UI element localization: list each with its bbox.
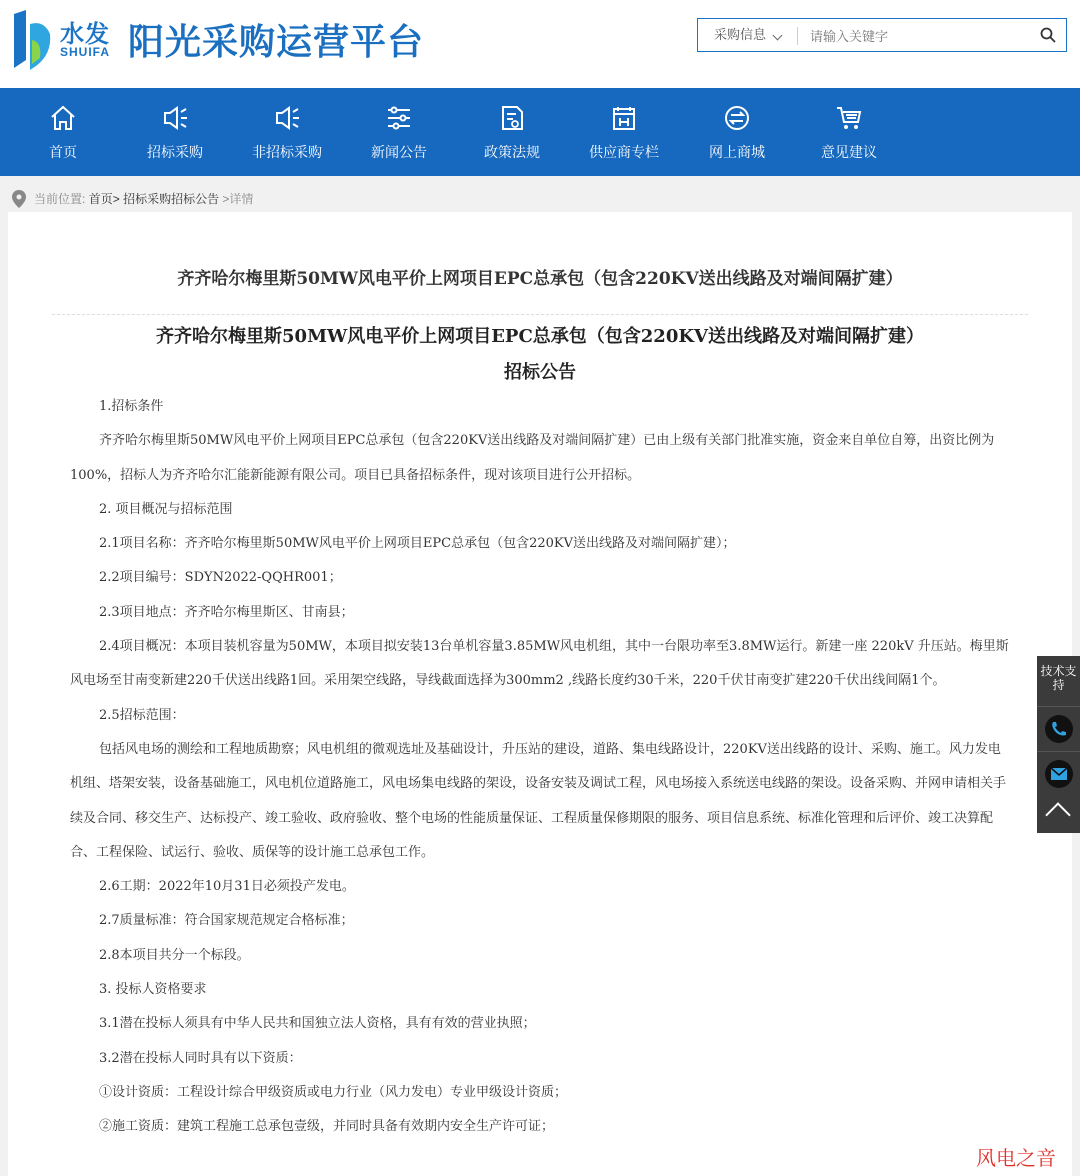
megaphone-icon (161, 104, 189, 132)
breadcrumb-section-link[interactable]: 招标采购招标公告 (123, 192, 220, 206)
brand-name-en: SHUIFA (60, 45, 111, 59)
paragraph: 包括风电场的测绘和工程地质勘察；风电机组的微观选址及基础设计，升压站的建设，道路、集电线路设计，220KV送出线路的设计、采购、施工。风力发电机组、塔架安装，设备基础施工，风电机位道路施工，风电场集电线路的架设，设备安装及调试工程，风电场接入系统送电线路的架设。设备采购、并网申请相关手续及合同、移交生产、达标投产、竣工验收、政府验收、整个电场的性能质量保证、工程质量保修期限的服务、项目信息系统、标准化管理和后评价、竣工决算配合、工程保险、试运行、验收、质保等的设计施工总承包工作。 (70, 741, 1007, 860)
top-header (0, 0, 1080, 88)
paragraph: 2.6工期：2022年10月31日必须投产发电。 (99, 879, 355, 895)
chevron-up-icon (1045, 802, 1070, 827)
phone-button[interactable] (1037, 706, 1080, 751)
nav-label: 非招标采购 (252, 144, 322, 160)
chevron-down-icon[interactable] (773, 31, 783, 41)
megaphone-icon (273, 104, 301, 132)
exchange-icon (723, 104, 751, 132)
paragraph: 2.8本项目共分一个标段。 (99, 947, 250, 963)
paragraph: 3. 投标人资格要求 (99, 982, 207, 998)
paragraph: ②施工资质：建筑工程施工总承包壹级，并同时具备有效期内安全生产许可证； (99, 1119, 555, 1135)
breadcrumb-text (34, 190, 253, 207)
nav-label: 新闻公告 (371, 144, 427, 160)
paragraph: 1.招标条件 (99, 399, 164, 414)
paragraph: 2.4项目概况：本项目装机容量为50MW，本项目拟安装13台单机容量3.85MW风电机组，其中一台限功率至3.8MW运行。新建一座 220kV 升压站。梅里斯风电场至甘南变新建220千伏送出线路1回。采用架空线路，导线截面选择为300mm2 ,线路长度约30千米，220千伏甘南变扩建220千伏出线间隔1个。 (70, 639, 1009, 689)
search-input[interactable] (808, 22, 1012, 50)
location-pin-icon (12, 190, 26, 208)
paragraph: 2.1项目名称：齐齐哈尔梅里斯50MW风电平价上网项目EPC总承包（包含220KV送出线路及对端间隔扩建）； (99, 536, 736, 552)
search-bar (697, 18, 1067, 52)
tech-support-button[interactable]: 技术支持 (1040, 664, 1077, 692)
supplier-icon (610, 104, 638, 132)
breadcrumb-current: >详情 (222, 192, 254, 206)
main-nav (0, 88, 1080, 176)
paragraph: 2.3项目地点：齐齐哈尔梅里斯区、甘南县； (99, 604, 354, 620)
mail-icon (1049, 764, 1069, 784)
breadcrumb-home-link[interactable]: 首页 (88, 192, 113, 206)
nav-item-tender[interactable] (119, 88, 231, 176)
back-to-top-button[interactable] (1037, 790, 1080, 833)
home-icon (49, 104, 77, 132)
nav-item-non-tender[interactable] (231, 88, 343, 176)
paragraph: 2.5招标范围： (99, 707, 185, 723)
breadcrumb (0, 176, 1080, 216)
site-title: 阳光采购运营平台 (128, 22, 425, 63)
nav-item-supplier[interactable] (568, 88, 680, 176)
sliders-icon (385, 104, 413, 132)
nav-item-policy[interactable] (456, 88, 568, 176)
nav-label: 网上商城 (709, 144, 765, 160)
nav-label: 首页 (49, 144, 77, 160)
brand-name-cn: 水发 (60, 21, 110, 48)
document-icon (498, 104, 526, 132)
article-body (70, 390, 1010, 1145)
paragraph: 齐齐哈尔梅里斯50MW风电平价上网项目EPC总承包（包含220KV送出线路及对端间隔扩建）已由上级有关部门批准实施，资金来自单位自筹，出资比例为100%，招标人为齐齐哈尔汇能新能源有限公司。项目已具备招标条件，现对该项目进行公开招标。 (70, 433, 995, 483)
nav-item-news[interactable] (343, 88, 455, 176)
paragraph: 3.1潜在投标人须具有中华人民共和国独立法人资格，具有有效的营业执照； (99, 1016, 536, 1032)
search-separator (797, 27, 798, 45)
phone-icon (1049, 719, 1069, 739)
notice-heading: 齐齐哈尔梅里斯50MW风电平价上网项目EPC总承包（包含220KV送出线路及对端间隔扩建） (156, 326, 924, 347)
search-category-select[interactable]: 采购信息 (714, 27, 767, 42)
breadcrumb-separator: > (112, 192, 120, 206)
title-divider (52, 314, 1028, 315)
breadcrumb-prefix: 当前位置: (34, 192, 86, 206)
nav-label: 招标采购 (147, 144, 203, 160)
cart-icon (835, 104, 863, 132)
shuifa-logo-icon[interactable] (10, 10, 54, 72)
article-card (8, 212, 1072, 1176)
notice-subheading: 招标公告 (504, 362, 576, 383)
paragraph: 2.2项目编号：SDYN2022-QQHR001； (99, 570, 342, 586)
search-icon[interactable] (1040, 27, 1056, 43)
nav-label: 政策法规 (484, 144, 540, 160)
side-toolbar (1037, 656, 1080, 796)
paragraph: 2. 项目概况与招标范围 (99, 501, 233, 517)
paragraph: 2.7质量标准：符合国家规范规定合格标准； (99, 913, 354, 929)
paragraph: ①设计资质：工程设计综合甲级资质或电力行业（风力发电）专业甲级设计资质； (99, 1084, 568, 1100)
article-title: 齐齐哈尔梅里斯50MW风电平价上网项目EPC总承包（包含220KV送出线路及对端间隔扩建） (177, 269, 903, 289)
watermark: 风电之音 (976, 1146, 1056, 1170)
nav-label: 意见建议 (821, 144, 877, 160)
nav-item-feedback[interactable] (793, 88, 905, 176)
nav-item-home[interactable] (7, 88, 119, 176)
paragraph: 3.2潜在投标人同时具有以下资质： (99, 1050, 302, 1066)
nav-label: 供应商专栏 (589, 144, 659, 160)
nav-item-mall[interactable] (681, 88, 793, 176)
